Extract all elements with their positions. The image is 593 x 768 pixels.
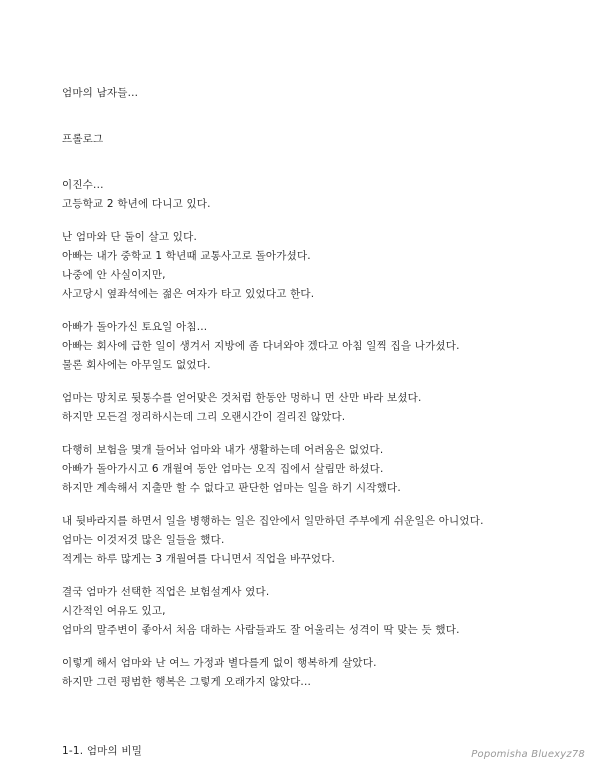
spacer <box>62 149 582 176</box>
spacer <box>62 214 582 228</box>
paragraph-line: 적게는 하루 많게는 3 개월여를 다니면서 직업을 바꾸었다. <box>62 553 336 565</box>
paragraph-line: 물론 회사에는 아무일도 없었다. <box>62 359 211 371</box>
paragraph-7 <box>62 583 582 640</box>
paragraph-line: 아빠는 내가 중학교 1 학년때 교통사고로 돌아가셨다. <box>62 250 311 262</box>
chapter-heading: 1-1. 엄마의 비밀 <box>62 745 143 757</box>
spacer <box>62 692 582 742</box>
paragraph-line: 시간적인 여유도 있고, <box>62 605 166 617</box>
paragraph-1 <box>62 176 582 214</box>
paragraph-line: 다행히 보험을 몇개 들어놔 엄마와 내가 생활하는데 어려움은 없었다. <box>62 444 384 456</box>
paragraph-line: 아빠가 돌아가시고 6 개월여 동안 엄마는 오직 집에서 살림만 하셨다. <box>62 463 384 475</box>
paragraph-8 <box>62 654 582 692</box>
spacer <box>62 569 582 583</box>
paragraph-line: 아빠는 회사에 급한 일이 생겨서 지방에 좀 다녀와야 겠다고 아침 일찍 집을 나가셨다. <box>62 340 460 352</box>
credit-watermark: Popomisha Bluexyz78 <box>471 749 585 760</box>
spacer <box>62 427 582 441</box>
prologue-heading: 프롤로그 <box>62 133 104 145</box>
document-title: 엄마의 남자들... <box>62 87 139 99</box>
paragraph-line: 결국 엄마가 선택한 직업은 보험설계사 였다. <box>62 586 270 598</box>
paragraph-line: 내 뒷바라지를 하면서 일을 병행하는 일은 집안에서 일만하던 주부에게 쉬운일은 아니었다. <box>62 515 484 527</box>
paragraph-2 <box>62 228 582 304</box>
paragraph-line: 난 엄마와 단 둘이 살고 있다. <box>62 231 197 243</box>
paragraph-3 <box>62 318 582 375</box>
paragraph-line: 엄마의 말주변이 좋아서 처음 대하는 사람들과도 잘 어울리는 성격이 딱 맞는 듯 했다. <box>62 624 460 636</box>
paragraph-line: 엄마는 망치로 뒷통수를 얻어맞은 것처럼 한동안 멍하니 먼 산만 바라 보셨다. <box>62 392 422 404</box>
paragraph-line: 하지만 계속해서 지출만 할 수 없다고 판단한 엄마는 일을 하기 시작했다. <box>62 482 401 494</box>
paragraph-line: 하지만 모든걸 정리하시는데 그리 오랜시간이 걸리진 않았다. <box>62 411 346 423</box>
paragraph-4 <box>62 389 582 427</box>
paragraph-line: 고등학교 2 학년에 다니고 있다. <box>62 198 211 210</box>
spacer <box>62 304 582 318</box>
paragraph-line: 이렇게 해서 엄마와 난 여느 가정과 별다를게 없이 행복하게 살았다. <box>62 657 377 669</box>
spacer <box>62 498 582 512</box>
paragraph-line: 나중에 안 사실이지만, <box>62 269 166 281</box>
paragraph-line: 하지만 그런 평범한 행복은 그렇게 오래가지 않았다... <box>62 676 312 688</box>
paragraph-5 <box>62 441 582 498</box>
paragraph-line: 아빠가 돌아가신 토요일 아침... <box>62 321 208 333</box>
spacer <box>62 103 582 130</box>
paragraph-line: 사고당시 옆좌석에는 젊은 여자가 타고 있었다고 한다. <box>62 288 315 300</box>
paragraph-6 <box>62 512 582 569</box>
spacer <box>62 640 582 654</box>
paragraph-line: 이진수... <box>62 179 104 191</box>
spacer <box>62 375 582 389</box>
document-page <box>62 84 582 761</box>
paragraph-line: 엄마는 이것저것 많은 일들을 했다. <box>62 534 225 546</box>
